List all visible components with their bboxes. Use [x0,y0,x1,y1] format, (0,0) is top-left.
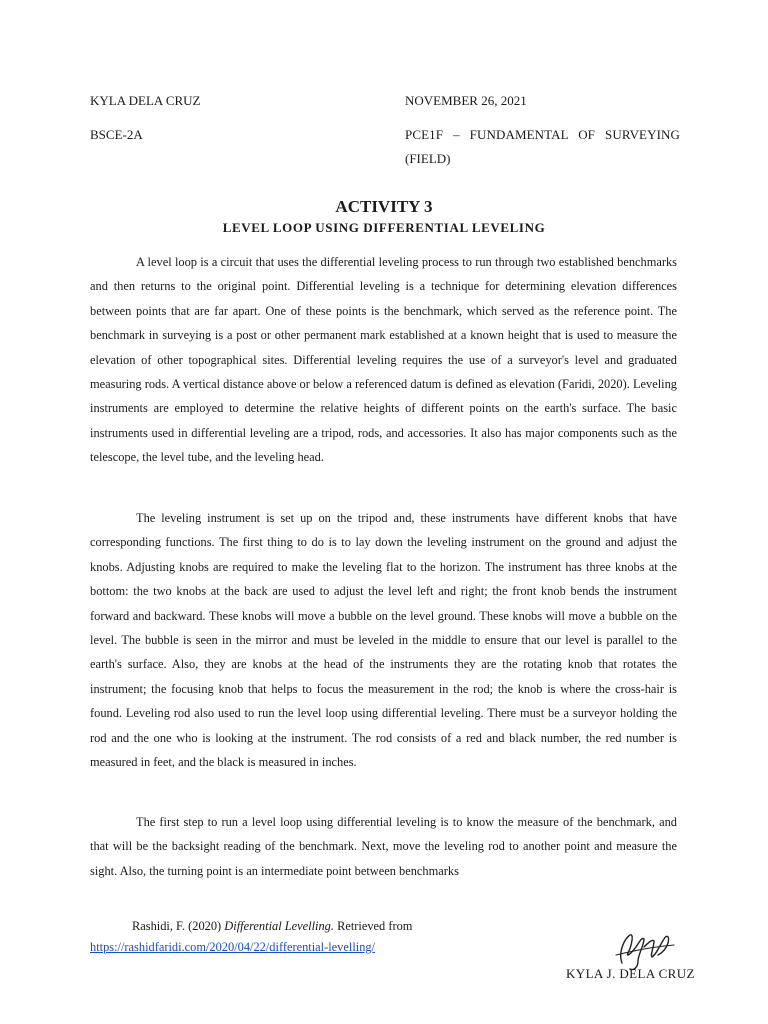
course-title-line-1: PCE1F – FUNDAMENTAL OF SURVEYING [405,127,680,142]
paragraph-2: The leveling instrument is set up on the tripod and, these instruments have different knobs that have corresponding functions. The first thing to do is to lay down the leveling instrument on the ground and adjust the knobs. Adjusting knobs are required to make the leveling flat to the horizon. The instrument has three knobs at the bottom: the two knobs at the back are used to adjust the level left and right; the front knob bends the instrument forward and backward. These knobs will move a bubble on the level ground. These knobs will move a bubble on the level. The bubble is seen in the mirror and must be leveled in the middle to ensure that our level is parallel to the earth's surface. Also, they are knobs at the head of the instruments they are the rotating knob that rotates the instrument; the focusing knob that helps to focus the measurement in the rod; the knob is where the cross-hair is found. Leveling rod also used to run the level loop using differential leveling. There must be a surveyor holding the rod and the one who is looking at the instrument. The rod consists of a red and black number, the red number is measured in feet, and the black is measured in inches. [90,511,677,770]
reference-prefix: Rashidi, F. (2020) [132,919,225,933]
activity-title: ACTIVITY 3 [335,197,433,216]
paragraph-1: A level loop is a circuit that uses the differential leveling process to run through two established benchmarks and then returns to the original point. Differential leveling is a technique for determining elevation differences between points that are far apart. One of these points is the benchmark, which served as the reference point. The benchmark in surveying is a post or other permanent mark established at a known height that is used to measure the elevation of other topographical sites. Differential leveling requires the use of a surveyor's level and graduated measuring rods. A vertical distance above or below a referenced datum is defined as elevation (Faridi, 2020). Leveling instruments are employed to determine the relative heights of different points on the earth's surface. The basic instruments used in differential leveling are a tripod, rods, and accessories. It also has major components such as the telescope, the level tube, and the leveling head. [90,255,677,465]
submission-date: NOVEMBER 26, 2021 [405,93,527,108]
activity-subtitle: LEVEL LOOP USING DIFFERENTIAL LEVELING [222,220,546,235]
reference-suffix: Retrieved from [333,919,413,933]
author-name: KYLA DELA CRUZ [90,93,201,108]
reference-link[interactable]: https://rashidfaridi.com/2020/04/22/differential-levelling/ [90,940,376,954]
course-title [405,123,680,171]
signature-name: KYLA J. DELA CRUZ [566,966,695,981]
section-label: BSCE-2A [90,127,143,142]
paragraph-3: The first step to run a level loop using differential leveling is to know the measure of the benchmark, and that will be the backsight reading of the benchmark. Next, move the leveling rod to another point and measure the sight. Also, the turning point is an intermediate point between benchmarks [90,815,677,878]
reference-title: Differential Levelling. [224,919,334,933]
course-title-line-2: (FIELD) [405,151,451,166]
reference-line [90,916,510,937]
reference-citation [90,916,510,958]
